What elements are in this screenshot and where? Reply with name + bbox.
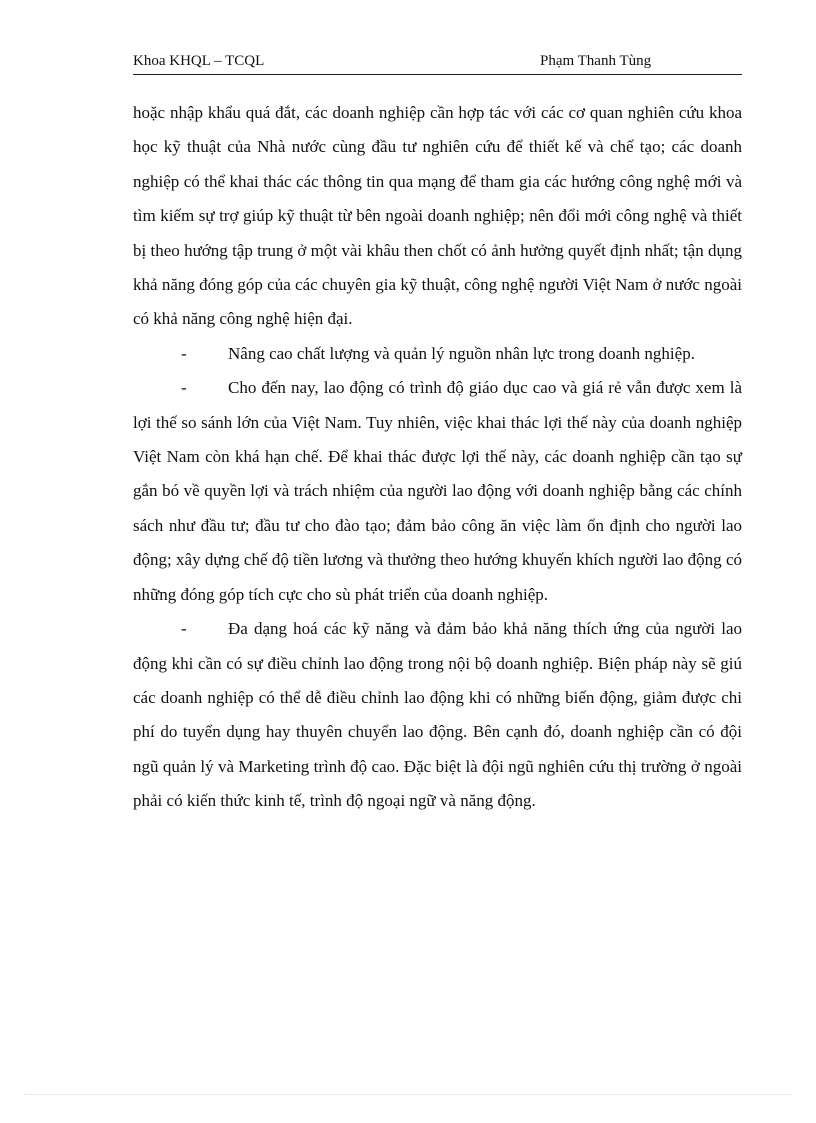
bullet-marker: - xyxy=(181,619,187,639)
bullet-item-3 xyxy=(133,612,742,818)
page-bottom-divider xyxy=(24,1094,792,1095)
bullet-marker: - xyxy=(181,378,187,398)
bullet-text: Cho đến nay, lao động có trình độ giáo dục cao và giá rẻ vẫn được xem là lợi thế so sánh lớn của Việt Nam. Tuy nhiên, việc khai thác lợi thế này của doanh nghiệp Việt Nam còn khá hạn chế. Để khai thác được lợi thế này, các doanh nghiệp cần tạo sự gắn bó về quyền lợi và trách nhiệm của người lao động với doanh nghiệp bằng các chính sách như đầu tư; đầu tư cho đào tạo; đảm bảo công ăn việc làm ổn định cho người lao động; xây dựng chế độ tiền lương và thưởng theo hướng khuyến khích người lao động có những đóng góp tích cực cho sù phát triển của doanh nghiệp. xyxy=(133,378,742,604)
bullet-text: Đa dạng hoá các kỹ năng và đảm bảo khả năng thích ứng của người lao động khi cần có sự điều chỉnh lao động trong nội bộ doanh nghiệp. Biện pháp này sẽ giú các doanh nghiệp có thể dễ điều chỉnh lao động khi có những biến động, giảm được chi phí do tuyển dụng hay thuyên chuyển lao động. Bên cạnh đó, doanh nghiệp cần có đội ngũ quản lý và Marketing trình độ cao. Đặc biệt là đội ngũ nghiên cứu thị trường ở ngoài phải có kiến thức kinh tế, trình độ ngoại ngữ và năng động. xyxy=(133,619,742,811)
bullet-text: Nâng cao chất lượng và quản lý nguồn nhân lực trong doanh nghiệp. xyxy=(228,343,695,363)
bullet-marker: - xyxy=(181,343,187,363)
header-faculty: Khoa KHQL – TCQL xyxy=(133,53,265,69)
page-header xyxy=(133,52,742,75)
document-body xyxy=(133,96,742,819)
bullet-item-1 xyxy=(133,337,742,371)
header-author: Phạm Thanh Tùng xyxy=(540,53,652,69)
bullet-item-2 xyxy=(133,371,742,612)
body-paragraph: hoặc nhập khẩu quá đắt, các doanh nghiệp cần hợp tác với các cơ quan nghiên cứu khoa học kỹ thuật của Nhà nước cùng đầu tư nghiên cứu để thiết kế và chế tạo; các doanh nghiệp có thể khai thác các thông tin qua mạng để tham gia các hướng công nghệ mới và tìm kiếm sự trợ giúp kỹ thuật từ bên ngoài doanh nghiệp; nên đổi mới công nghệ và thiết bị theo hướng tập trung ở một vài khâu then chốt có ảnh hưởng quyết định nhất; tận dụng khả năng đóng góp của các chuyên gia kỹ thuật, công nghệ người Việt Nam ở nước ngoài có khả năng công nghệ hiện đại. xyxy=(133,103,742,329)
